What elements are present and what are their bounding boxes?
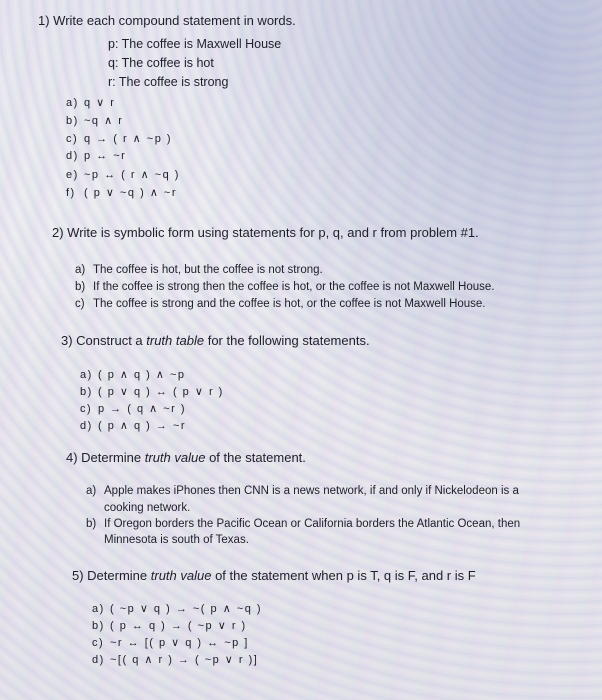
q1-item-c: c) q → ( r ∧ ~p ) (66, 133, 173, 145)
q3-item-c: c) p → ( q ∧ ~r ) (80, 403, 187, 415)
q1-title: 1) Write each compound statement in words. (38, 13, 296, 28)
q2-item-a: a) The coffee is hot, but the coffee is not strong. (75, 264, 323, 276)
q1-item-a: a) q ∨ r (66, 97, 116, 109)
q1-item-e: e) ~p ↔ ( r ∧ ~q ) (66, 169, 180, 181)
q2-item-b: b) If the coffee is strong then the coffee is hot, or the coffee is not Maxwell House. (75, 281, 495, 293)
q3-item-b: b) ( p ∨ q ) ↔ ( p ∨ r ) (80, 386, 224, 398)
q1-def-q: q: The coffee is hot (108, 56, 214, 70)
q3-title: 3) Construct a truth table for the following statements. (61, 333, 370, 348)
q5-item-d: d) ~[( q ∧ r ) → ( ~p ∨ r )] (92, 654, 259, 666)
q5-item-b: b) ( p ↔ q ) → ( ~p ∨ r ) (92, 620, 247, 632)
q1-def-p: p: The coffee is Maxwell House (108, 37, 282, 51)
q5-title: 5) Determine truth value of the statement when p is T, q is F, and r is F (72, 568, 476, 583)
q3-item-d: d) ( p ∧ q ) → ~r (80, 420, 187, 432)
q1-item-b: b) ~q ∧ r (66, 115, 124, 127)
q1-item-d: d) p ↔ ~r (66, 150, 127, 162)
q4-item-a: a) Apple makes iPhones then CNN is a news network, if and only if Nickelodeon is a (86, 485, 519, 497)
q2-item-c: c) The coffee is strong and the coffee is hot, or the coffee is not Maxwell House. (75, 298, 486, 310)
q4-item-b: b) If Oregon borders the Pacific Ocean or California borders the Atlantic Ocean, then (86, 518, 521, 530)
q1-item-f: f) ( p ∨ ~q ) ∧ ~r (66, 187, 178, 199)
q2-title: 2) Write is symbolic form using statements for p, q, and r from problem #1. (52, 225, 479, 240)
q5-item-c: c) ~r ↔ [( p ∨ q ) ↔ ~p ] (92, 637, 249, 649)
q3-item-a: a) ( p ∧ q ) ∧ ~p (80, 369, 186, 381)
q4-item-a-cont: cooking network. (104, 502, 191, 514)
q1-def-r: r: The coffee is strong (108, 75, 229, 89)
q4-title: 4) Determine truth value of the statement. (66, 450, 306, 465)
q4-item-b-cont: Minnesota is south of Texas. (104, 534, 249, 546)
q5-item-a: a) ( ~p ∨ q ) → ~( p ∧ ~q ) (92, 603, 263, 615)
